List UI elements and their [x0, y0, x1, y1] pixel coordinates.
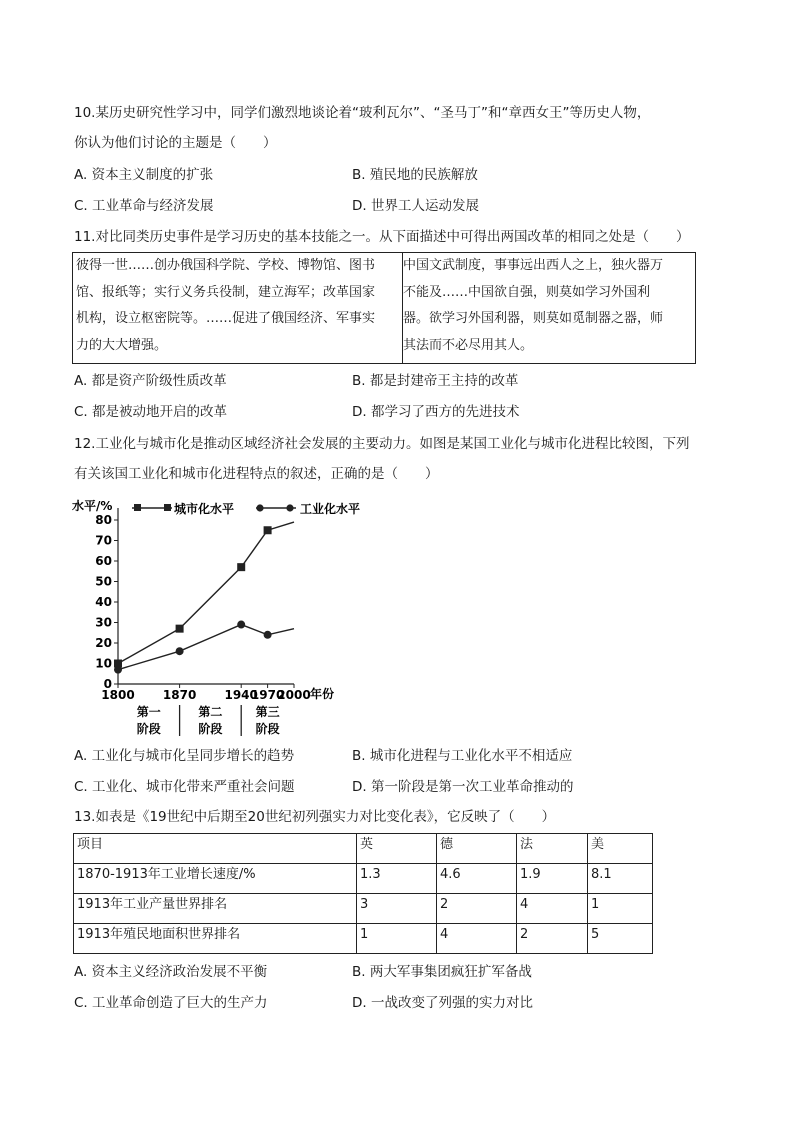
q13-table	[73, 833, 653, 954]
urbanization-point	[264, 526, 272, 534]
stage-label: 阶段	[136, 722, 161, 736]
table-header-cell: 项目	[74, 834, 357, 864]
y-tick-label: 40	[95, 595, 112, 609]
y-tick-label: 80	[95, 513, 112, 527]
table-cell: 5	[588, 924, 653, 954]
q13-option-b[interactable]: B. 两大军事集团疯狂扩军备战	[352, 964, 532, 980]
legend-urbanization-marker	[134, 504, 141, 511]
q12-line-chart	[70, 492, 370, 737]
industrialization-point	[237, 621, 245, 629]
q13-option-a[interactable]: A. 资本主义经济政治发展不平衡	[74, 964, 268, 980]
legend-urbanization-label: 城市化水平	[174, 502, 235, 516]
table-header-cell: 德	[437, 834, 517, 864]
q11-left-line: 机构，设立枢密院等。……促进了俄国经济、军事实	[76, 311, 376, 326]
q13-stem: 13.如表是《19世纪中后期至20世纪初列强实力对比变化表》，它反映了（ ）	[74, 809, 556, 825]
table-cell: 1	[588, 894, 653, 924]
series-line	[118, 522, 294, 663]
q12-option-c[interactable]: C. 工业化、城市化带来严重社会问题	[74, 779, 295, 795]
x-tick-label: 1970	[250, 688, 285, 702]
legend-industrialization-marker	[256, 504, 263, 511]
q11-option-b[interactable]: B. 都是封建帝王主持的改革	[352, 373, 519, 389]
x-tick-label: 2000	[277, 688, 311, 702]
q12-option-d[interactable]: D. 第一阶段是第一次工业革命推动的	[352, 779, 574, 795]
q11-right-line: 器。欲学习外国利器，则莫如觅制器之器，师	[403, 311, 664, 326]
q11-right-line: 中国文武制度，事事远出西人之上，独火器万	[403, 258, 664, 273]
urbanization-point	[237, 563, 245, 571]
q11-left-line: 力的大大增强。	[76, 337, 168, 353]
table-header-cell: 英	[357, 834, 437, 864]
y-tick-label: 0	[103, 677, 112, 691]
table-cell: 1	[357, 924, 437, 954]
y-tick-label: 50	[95, 574, 112, 589]
q11-option-a[interactable]: A. 都是资产阶级性质改革	[74, 373, 227, 389]
q10-option-c[interactable]: C. 工业革命与经济发展	[74, 198, 214, 214]
q10-option-b[interactable]: B. 殖民地的民族解放	[352, 167, 478, 183]
table-cell: 4.6	[437, 864, 517, 894]
table-cell: 1870-1913年工业增长速度/%	[74, 864, 357, 894]
table-cell: 1.3	[357, 864, 437, 894]
q13-option-d[interactable]: D. 一战改变了列强的实力对比	[352, 995, 533, 1011]
industrialization-point	[264, 631, 272, 639]
x-tick-label: 1940	[224, 688, 258, 702]
table-cell: 4	[437, 924, 517, 954]
table-cell: 1.9	[517, 864, 588, 894]
legend-industrialization-label: 工业化水平	[300, 502, 361, 516]
y-axis-label: 水平/%	[72, 499, 113, 513]
stage-label: 第三	[255, 705, 280, 719]
q10-option-a[interactable]: A. 资本主义制度的扩张	[74, 167, 214, 183]
legend-urbanization-marker	[164, 504, 171, 511]
table-cell: 1913年工业产量世界排名	[74, 894, 357, 924]
industrialization-point	[176, 647, 184, 655]
table-header-cell: 法	[517, 834, 588, 864]
y-tick-label: 30	[95, 615, 112, 630]
table-cell: 8.1	[588, 864, 653, 894]
table-header-row	[74, 834, 653, 864]
q13-option-c[interactable]: C. 工业革命创造了巨大的生产力	[74, 995, 268, 1011]
q11-source-box	[72, 252, 696, 364]
table-cell: 2	[517, 924, 588, 954]
y-tick-label: 10	[95, 656, 112, 671]
stage-label: 阶段	[198, 722, 223, 736]
q10-stem-line1: 10.某历史研究性学习中，同学们激烈地谈论着“玻利瓦尔”、“圣马丁”和“章西女王”等历史人物，	[74, 105, 651, 121]
q10-stem-line2: 你认为他们讨论的主题是（ ）	[74, 135, 277, 151]
table-cell: 3	[357, 894, 437, 924]
table-cell: 2	[437, 894, 517, 924]
x-axis-label: 年份	[310, 687, 335, 701]
q12-stem-line2: 有关该国工业化和城市化进程特点的叙述，正确的是（ ）	[74, 466, 439, 482]
table-header-cell: 美	[588, 834, 653, 864]
q11-left-line: 彼得一世……创办俄国科学院、学校、博物馆、图书	[76, 258, 376, 273]
q12-stem-line1: 12.工业化与城市化是推动区域经济社会发展的主要动力。如图是某国工业化与城市化进程比较图，下列	[74, 436, 690, 452]
urbanization-point	[176, 625, 184, 633]
table-row	[74, 864, 653, 894]
y-tick-label: 60	[95, 554, 112, 568]
q11-right-line: 不能及……中国欲自强，则莫如学习外国利	[403, 284, 651, 300]
table-row	[74, 894, 653, 924]
q11-stem: 11.对比同类历史事件是学习历史的基本技能之一。从下面描述中可得出两国改革的相同之处是（ ）	[74, 229, 690, 245]
table-row	[74, 924, 653, 954]
table-cell: 1913年殖民地面积世界排名	[74, 924, 357, 954]
table-cell: 4	[517, 894, 588, 924]
q10-option-d[interactable]: D. 世界工人运动发展	[352, 198, 479, 214]
q11-left-line: 馆、报纸等；实行义务兵役制，建立海军；改革国家	[76, 284, 376, 300]
q11-right-line: 其法而不必尽用其人。	[403, 337, 534, 353]
legend	[132, 501, 360, 516]
stage-label: 阶段	[255, 722, 280, 736]
industrialization-point	[114, 666, 122, 674]
legend-industrialization-marker	[286, 504, 293, 511]
q12-option-b[interactable]: B. 城市化进程与工业化水平不相适应	[352, 748, 573, 764]
y-tick-label: 70	[95, 533, 112, 548]
stage-label: 第一	[136, 705, 161, 719]
q11-option-d[interactable]: D. 都学习了西方的先进技术	[352, 404, 520, 420]
stage-label: 第二	[198, 705, 223, 719]
q11-source-right	[400, 253, 696, 363]
x-tick-label: 1800	[101, 688, 135, 702]
y-tick-label: 20	[95, 636, 112, 650]
x-tick-label: 1870	[162, 688, 197, 702]
q11-source-left	[73, 253, 403, 363]
q12-option-a[interactable]: A. 工业化与城市化呈同步增长的趋势	[74, 748, 295, 764]
q11-option-c[interactable]: C. 都是被动地开启的改革	[74, 404, 228, 420]
